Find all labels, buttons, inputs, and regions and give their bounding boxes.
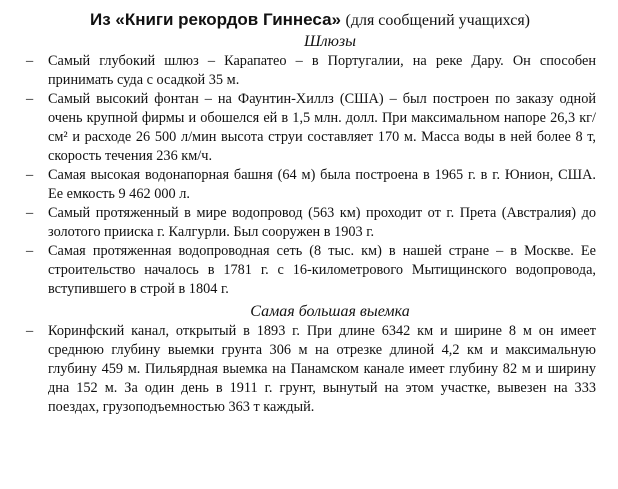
list-item <box>24 52 596 90</box>
dash-marker: – <box>26 53 34 69</box>
list-item <box>24 322 596 417</box>
dash-marker: – <box>26 167 34 183</box>
dash-marker: – <box>26 91 34 107</box>
section-heading-locks: Шлюзы <box>303 33 357 50</box>
title-main: Из «Книги рекордов Гиннеса» <box>89 10 341 29</box>
entry-text: Самая протяженная водопроводная сеть (8 тыс. км) в нашей стране – в Москве. Ее строительство началось в 1781 г. с 16-километрового Мытищинского водопровода, вступившего в строй в 1804 г. <box>48 243 596 297</box>
entry-text: Самый протяженный в мире водопровод (563 км) проходит от г. Прета (Австралия) до золотого прииска г. Калгурли. Был сооружен в 1903 г. <box>48 205 596 240</box>
dash-marker: – <box>26 243 34 259</box>
list-item <box>24 242 596 299</box>
entry-text: Самый глубокий шлюз – Карапатео – в Португалии, на реке Дару. Он способен принимать суда с осадкой 35 м. <box>48 53 596 88</box>
dash-marker: – <box>26 205 34 221</box>
dash-marker: – <box>26 323 34 339</box>
section-heading-excavation: Самая большая выемка <box>250 303 410 320</box>
title-note: (для сообщений учащихся) <box>345 12 531 29</box>
entry-text: Самый высокий фонтан – на Фаунтин-Хиллз (США) – был построен по заказу одной очень крупной фирмы и обошелся ей в 1,5 млн. долл. При максимальном напоре 26,3 кг/см² и расходе 26 500 л/мин высота струи составляет 170 м. Масса воды в ней более 8 т, скорость течения 236 км/ч. <box>48 91 596 164</box>
entry-text: Коринфский канал, открытый в 1893 г. При длине 6342 км и ширине 8 м он имеет среднюю глубину выемки грунта 306 м на отрезке длиной 4,2 км и максимальную глубину 459 м. Пильярдная выемка на Панамском канале имеет глубину 82 м и ширину дна 152 м. За один день в 1911 г. грунт, вынутый на этом участке, вывезен на 333 поездах, грузоподъемностью 363 т каждый. <box>48 323 596 415</box>
list-item <box>24 166 596 204</box>
list-item <box>24 204 596 242</box>
page-title <box>24 8 596 32</box>
list-item <box>24 90 596 166</box>
entry-text: Самая высокая водонапорная башня (64 м) была построена в 1965 г. в г. Юнион, США. Ее емкость 9 462 000 л. <box>48 167 596 202</box>
